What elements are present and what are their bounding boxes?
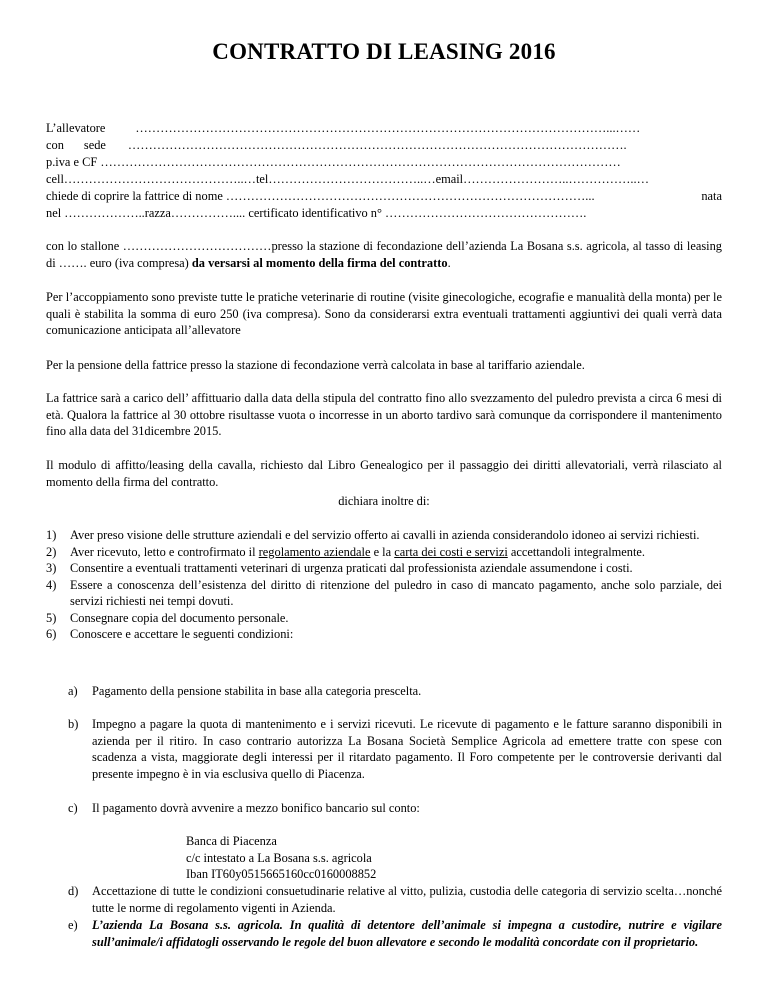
- seat-label-con: con: [46, 138, 64, 152]
- item-text: Essere a conoscenza dell’esistenza del diritto di ritenzione del puledro in caso di mancato pagamento, anche solo parziale, dei servizi richiesti nei tempi dovuti.: [70, 577, 722, 608]
- condition-text: Impegno a pagare la quota di mantenimento e i servizi ricevuti. Le ricevute di pagamento e le fatture saranno disponibili in azienda per il ritiro. In caso contrario autorizza La Bosana Società Semplice Agricola ad emettere tratte con spese con scadenza a vista, maggiorate degli interessi per il ritardato pagamento. Il Foro competente per le controversie derivanti dal presente impegno è in via esclusiva quello di Piacenza.: [92, 717, 722, 781]
- condition-letter: d): [68, 884, 79, 898]
- condition-text: Accettazione di tutte le condizioni consuetudinarie relative al vitto, pulizia, custodia delle categoria di servizio scelta…nonché tutte le norme di regolamento vigenti in Azienda.: [92, 884, 722, 915]
- item-number: 3): [46, 561, 57, 575]
- condition-item: [46, 883, 722, 916]
- document-title: CONTRATTO DI LEASING 2016: [212, 39, 556, 64]
- condition-letter: a): [68, 684, 78, 698]
- item-number: 4): [46, 577, 57, 592]
- breeder-line: [46, 120, 722, 137]
- mating-paragraph: Per l’accoppiamento sono previste tutte le pratiche veterinarie di routine (visite ginecologiche, ecografie e manualità della monta) per le quali è stabilita la somma di euro 250 (iva compresa). Sono da considerarsi extra eventuali trattamenti aggiuntivi dei quali verrà data comunicazione anticipata all’allevatore: [46, 290, 722, 337]
- breed-text: nel ………………..razza…………….... certificato identificativo n° ………………………………………….: [46, 206, 587, 220]
- condition-letter: c): [68, 801, 78, 815]
- item-number: 2): [46, 544, 57, 559]
- seat-blank: ………………………………………………………………………………………………………….: [127, 138, 627, 152]
- condition-text: Pagamento della pensione stabilita in base alla categoria prescelta.: [92, 684, 422, 698]
- declaration-item: [46, 610, 722, 627]
- item-number: 6): [46, 627, 57, 641]
- boarding-paragraph: Per la pensione della fattrice presso la stazione di fecondazione verrà calcolata in base al tariffario aziendale.: [46, 358, 585, 372]
- form-paragraph: Il modulo di affitto/leasing della cavalla, richiesto dal Libro Genealogico per il passaggio dei diritti allevatoriali, verrà rilasciato al momento della firma del contratto.: [46, 458, 722, 489]
- contacts-text: cell……………………………………..…tel………………………………..…email……………………..……………..…: [46, 172, 649, 186]
- stallion-text: con lo stallone ………………………………presso la stazione di fecondazione dell’azienda La Bosana s.s. agricola, al tasso di leasing di ……. euro (iva compresa): [46, 239, 722, 270]
- condition-item: [46, 800, 722, 817]
- condition-letter: e): [68, 918, 78, 932]
- vat-text: p.iva e CF ………………………………………………………………………………………………………………: [46, 155, 621, 169]
- condition-letter: b): [68, 717, 79, 731]
- condition-item: [46, 917, 722, 950]
- item-number: 5): [46, 610, 57, 625]
- stallion-end: .: [447, 255, 451, 270]
- declaration-item: [46, 626, 722, 643]
- condition-item: [46, 716, 722, 782]
- item-text: Consentire a eventuali trattamenti veterinari di urgenza praticati dal professionista aziendale assumendone i costi.: [70, 561, 633, 575]
- stallion-bold-text: da versarsi al momento della firma del contratto: [191, 255, 448, 270]
- item-text: Conoscere e accettare le seguenti condizioni:: [70, 627, 294, 641]
- declaration-item: [46, 544, 722, 561]
- item-text: Consegnare copia del documento personale.: [70, 610, 289, 625]
- declaration-item: [46, 527, 722, 544]
- mare-name-line: [46, 188, 722, 205]
- iban: Iban IT60y0515665160cc0160008852: [186, 867, 377, 881]
- mare-charge-paragraph: La fattrice sarà a carico dell’ affittuario dalla data della stipula del contratto fino allo svezzamento del puledro prevista a circa 6 mesi di età. Qualora la fattrice al 30 ottobre risultasse vuota o incorresse in un aborto tardivo sarà comunque da corrispondere il mantenimento fino alla data del 31dicembre 2015.: [46, 391, 722, 438]
- seat-label-sede: sede: [83, 138, 106, 152]
- breeder-label: L’allevatore: [46, 121, 106, 135]
- account-holder: c/c intestato a La Bosana s.s. agricola: [186, 850, 372, 865]
- mare-born-label: nata: [701, 189, 722, 203]
- declarations-list: [46, 527, 722, 643]
- breeder-blank: ……………………………………………………………………………………………………...……: [135, 121, 641, 135]
- item-text: Aver preso visione delle strutture aziendali e del servizio offerto ai cavalli in azienda considerandolo idoneo ai servizi richiesti.: [70, 528, 700, 542]
- item-text: e la: [370, 544, 395, 559]
- condition-text: Il pagamento dovrà avvenire a mezzo bonifico bancario sul conto:: [92, 801, 420, 815]
- item-text: Aver ricevuto, letto e controfirmato il: [70, 544, 259, 559]
- bank-details: [186, 833, 376, 883]
- declaration-item: [46, 560, 722, 577]
- mare-name-text: chiede di coprire la fattrice di nome ……………………………………………………………………………...: [46, 189, 595, 203]
- breed-line: [46, 205, 722, 222]
- seat-line: [46, 137, 722, 154]
- declaration-item: [46, 577, 722, 610]
- costs-card-link-text: carta dei costi e servizi: [394, 544, 508, 559]
- declares-heading: dichiara inoltre di:: [338, 494, 430, 508]
- item-text: accettandoli integralmente.: [507, 544, 646, 559]
- condition-item: [46, 683, 722, 700]
- bank-name: Banca di Piacenza: [186, 834, 277, 848]
- item-number: 1): [46, 528, 57, 542]
- regulation-link-text: regolamento aziendale: [258, 544, 371, 559]
- stallion-paragraph: [46, 238, 722, 271]
- vat-line: [46, 154, 722, 171]
- contacts-line: [46, 171, 722, 188]
- condition-text: L’azienda La Bosana s.s. agricola. In qualità di detentore dell’animale si impegna a custodire, nutrire e vigilare sull’animale/i affidatogli osservando le regole del buon allevatore e secondo le modalità concordate con il proprietario.: [92, 918, 722, 949]
